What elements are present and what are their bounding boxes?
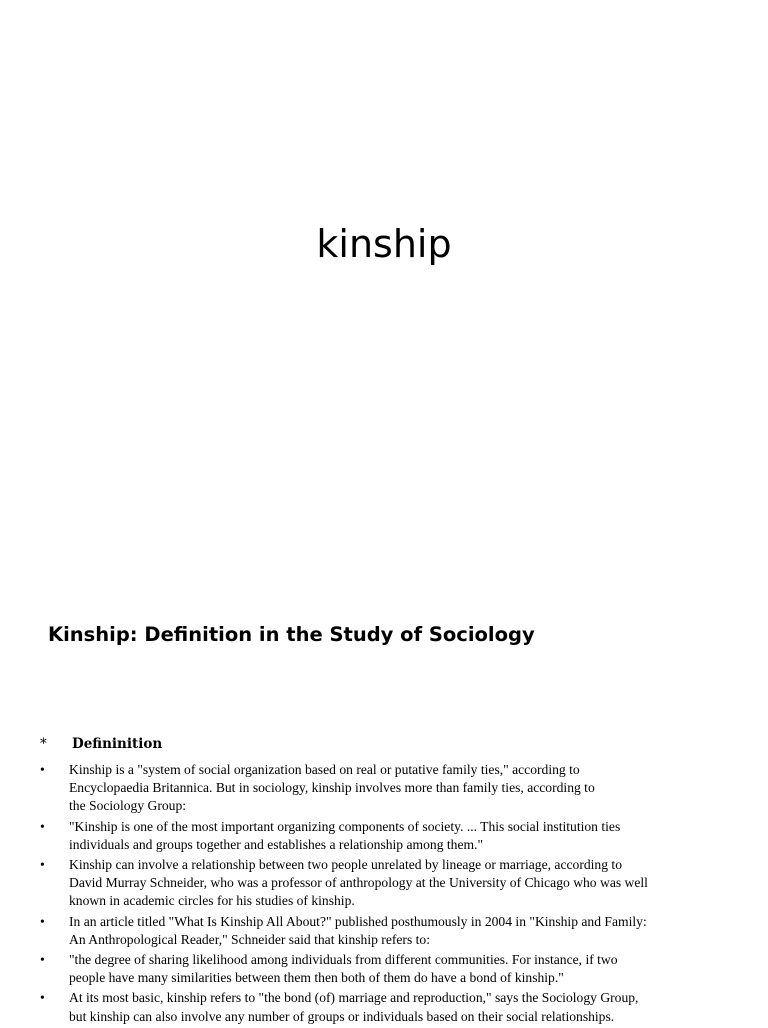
bullet-line: people have many similarities between them then both of them do have a bond of kinship.": [69, 970, 564, 986]
bullet-line: Kinship is a "system of social organization based on real or putative family ties," according to: [69, 762, 580, 777]
bullet-dot: •: [40, 762, 45, 777]
bullet-line: At its most basic, kinship refers to "the bond (of) marriage and reproduction," says the Sociology Group,: [69, 990, 639, 1006]
bullet-dot: •: [40, 952, 45, 968]
bullet-line: Kinship can involve a relationship between two people unrelated by lineage or marriage, according to: [69, 857, 622, 873]
bullet-item: [40, 989, 720, 1025]
section-header: [40, 733, 162, 755]
bullet-line: An Anthropological Reader," Schneider said that kinship refers to:: [69, 931, 430, 947]
bullet-line: In an article titled "What Is Kinship All About?" published posthumously in 2004 in "Kinship and Family:: [69, 913, 647, 929]
bullet-line: individuals and groups together and establishes a relationship among them.": [69, 836, 484, 852]
bullet-dot: •: [40, 857, 45, 873]
bullet-dot: •: [40, 913, 45, 929]
bullet-line: "Kinship is one of the most important organizing components of society. ... This social institution ties: [69, 818, 621, 834]
bullet-item: [40, 856, 720, 911]
bullet-item: [40, 951, 720, 987]
bullet-dot: •: [40, 990, 45, 1006]
bullet-line: the Sociology Group:: [69, 798, 187, 814]
bullet-item: [40, 761, 720, 816]
bullet-line: but kinship can also involve any number of groups or individuals based on their social relationships.: [69, 1008, 615, 1024]
bullet-line: known in academic circles for his studies of kinship.: [69, 893, 355, 909]
section-marker: *: [40, 736, 47, 752]
bullet-line: Encyclopaedia Britannica. But in sociology, kinship involves more than family ties, according to: [69, 780, 595, 796]
bullet-line: David Murray Schneider, who was a professor of anthropology at the University of Chicago who was well: [69, 875, 648, 891]
bullet-line: "the degree of sharing likelihood among individuals from different communities. For instance, if two: [69, 952, 618, 968]
bullet-dot: •: [40, 818, 45, 834]
section-heading: Defininition: [72, 736, 163, 752]
content-slide-title: Kinship: Definition in the Study of Sociology: [48, 623, 535, 646]
bullet-item: [40, 913, 720, 949]
content-slide: [0, 576, 768, 1024]
slide-title: kinship: [316, 222, 452, 266]
bullet-item: [40, 818, 720, 854]
bullet-list: [40, 761, 720, 1028]
